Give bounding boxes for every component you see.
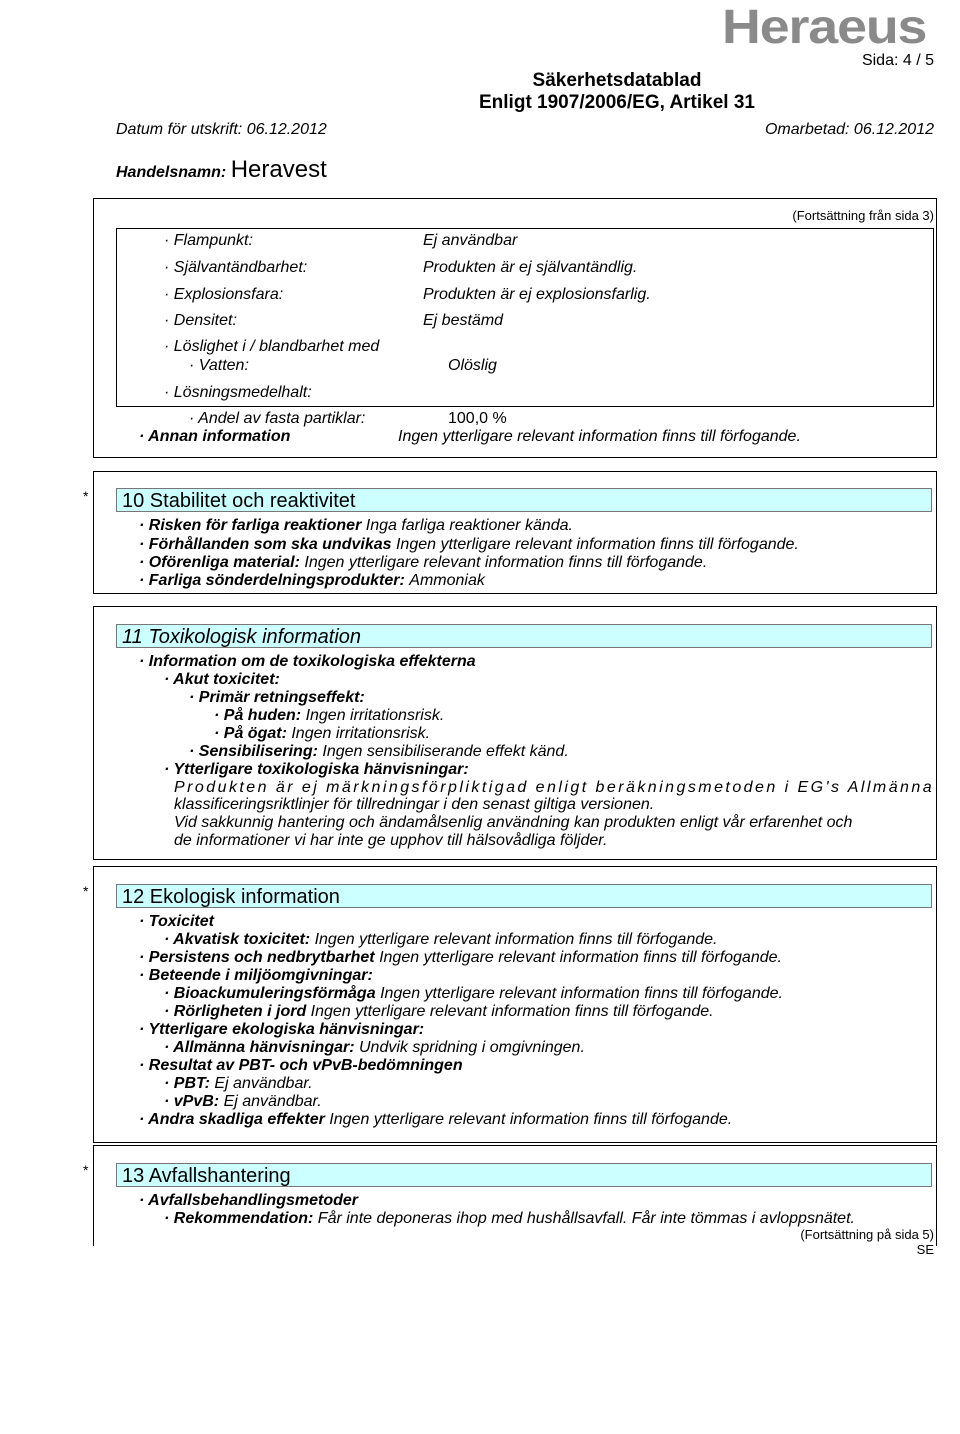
property-label: · Explosionsfara:: [164, 286, 284, 303]
page-number: Sida: 4 / 5: [861, 52, 934, 69]
section-12-line: · Persistens och nedbrytbarhet Ingen ytterligare relevant information finns till förfogande.: [139, 949, 782, 966]
property-value: Ej bestämd: [423, 312, 504, 329]
section-11-line: · På huden: Ingen irritationsrisk.: [214, 707, 445, 724]
changed-marker: *: [83, 488, 89, 504]
section-12-line: · Bioackumuleringsförmåga Ingen ytterligare relevant information finns till förfogande.: [164, 985, 783, 1002]
section-11-line: · Ytterligare toxikologiska hänvisningar:: [164, 761, 469, 778]
property-value: Produkten är ej självantändlig.: [423, 259, 638, 276]
section-12-line: · Rörligheten i jord Ingen ytterligare relevant information finns till förfogande.: [164, 1003, 714, 1020]
property-value: Produkten är ej explosionsfarlig.: [423, 286, 651, 303]
property-value: Ej användbar: [423, 232, 518, 249]
section-10-line: · Förhållanden som ska undvikas Ingen ytterligare relevant information finns till förfogande.: [139, 536, 799, 553]
section-12-title: 12 Ekologisk information: [116, 884, 932, 908]
section-11-paragraph: Produkten är ej märkningsförpliktigad enligt beräkningsmetoden i EG's Allmänna: [174, 779, 935, 796]
section-12-line: · Ytterligare ekologiska hänvisningar:: [139, 1021, 425, 1038]
heraeus-logo: Heraeus: [722, 1, 927, 54]
document-title: Säkerhetsdatablad: [532, 70, 702, 91]
print-date: Datum för utskrift: 06.12.2012: [116, 121, 327, 138]
section-12-line: · Toxicitet: [139, 913, 214, 930]
property-value: Ingen ytterligare relevant information finns till förfogande.: [398, 428, 801, 445]
section-13-line: · Rekommendation: Får inte deponeras ihop med hushållsavfall. Får inte tömmas i avloppsnätet.: [164, 1210, 855, 1227]
property-label: · Densitet:: [164, 312, 237, 329]
trade-name: [116, 156, 327, 184]
section-12-line: · Akvatisk toxicitet: Ingen ytterligare relevant information finns till förfogande.: [164, 931, 718, 948]
section-12-line: · PBT: Ej användbar.: [164, 1075, 313, 1092]
section-11-paragraph: klassificeringsriktlinjer för tillredningar i den senast giltiga versionen.: [174, 796, 655, 813]
section-12-line: · Resultat av PBT- och vPvB-bedömningen: [139, 1057, 463, 1074]
section-11-line: · På ögat: Ingen irritationsrisk.: [214, 725, 431, 742]
property-label: · Flampunkt:: [164, 232, 253, 249]
section-11-line: · Sensibilisering: Ingen sensibiliserande effekt känd.: [189, 743, 569, 760]
changed-marker: *: [83, 1162, 89, 1178]
property-value: Olöslig: [448, 357, 497, 374]
section-12-line: · Allmänna hänvisningar: Undvik spridning i omgivningen.: [164, 1039, 585, 1056]
properties-table: [116, 228, 934, 407]
property-label: · Annan information: [139, 428, 291, 445]
property-label: · Andel av fasta partiklar:: [189, 410, 366, 427]
language-code: SE: [916, 1242, 934, 1257]
section-12-line: · vPvB: Ej användbar.: [164, 1093, 322, 1110]
continued-from: (Fortsättning från sida 3): [792, 208, 934, 223]
section-10-line: · Farliga sönderdelningsprodukter: Ammoniak: [139, 572, 485, 589]
section-12-line: · Beteende i miljöomgivningar:: [139, 967, 373, 984]
property-label: · Lösningsmedelhalt:: [164, 384, 312, 401]
section-10-title: 10 Stabilitet och reaktivitet: [116, 488, 932, 512]
changed-marker: *: [83, 883, 89, 899]
property-label: · Löslighet i / blandbarhet med: [164, 338, 380, 355]
section-11-line: · Primär retningseffekt:: [189, 689, 365, 706]
section-10-line: · Oförenliga material: Ingen ytterligare relevant information finns till förfogande.: [139, 554, 708, 571]
section-11-paragraph: Vid sakkunnig hantering och ändamålsenlig användning kan produkten enligt vår erfarenhet och: [174, 814, 853, 831]
property-value: 100,0 %: [448, 410, 507, 427]
section-10-line: · Risken för farliga reaktioner Inga farliga reaktioner kända.: [139, 517, 573, 534]
section-11-paragraph: de informationer vi har inte ge upphov till hälsovådliga följder.: [174, 832, 608, 849]
continued-on: (Fortsättning på sida 5): [800, 1227, 934, 1242]
property-label: · Självantändbarhet:: [164, 259, 308, 276]
revised-date: Omarbetad: 06.12.2012: [764, 121, 934, 138]
section-11-line: · Information om de toxikologiska effekterna: [139, 653, 476, 670]
section-12-line: · Andra skadliga effekter Ingen ytterligare relevant information finns till förfogande.: [139, 1111, 733, 1128]
section-13-line: · Avfallsbehandlingsmetoder: [139, 1192, 358, 1209]
trade-name-label: Handelsnamn:: [116, 164, 227, 181]
section-13-title: 13 Avfallshantering: [116, 1163, 932, 1187]
document-subtitle: Enligt 1907/2006/EG, Artikel 31: [479, 92, 755, 113]
section-11-line: · Akut toxicitet:: [164, 671, 280, 688]
trade-name-value: Heravest: [230, 156, 327, 183]
property-label: · Vatten:: [189, 357, 249, 374]
section-11-title: 11 Toxikologisk information: [116, 624, 932, 648]
